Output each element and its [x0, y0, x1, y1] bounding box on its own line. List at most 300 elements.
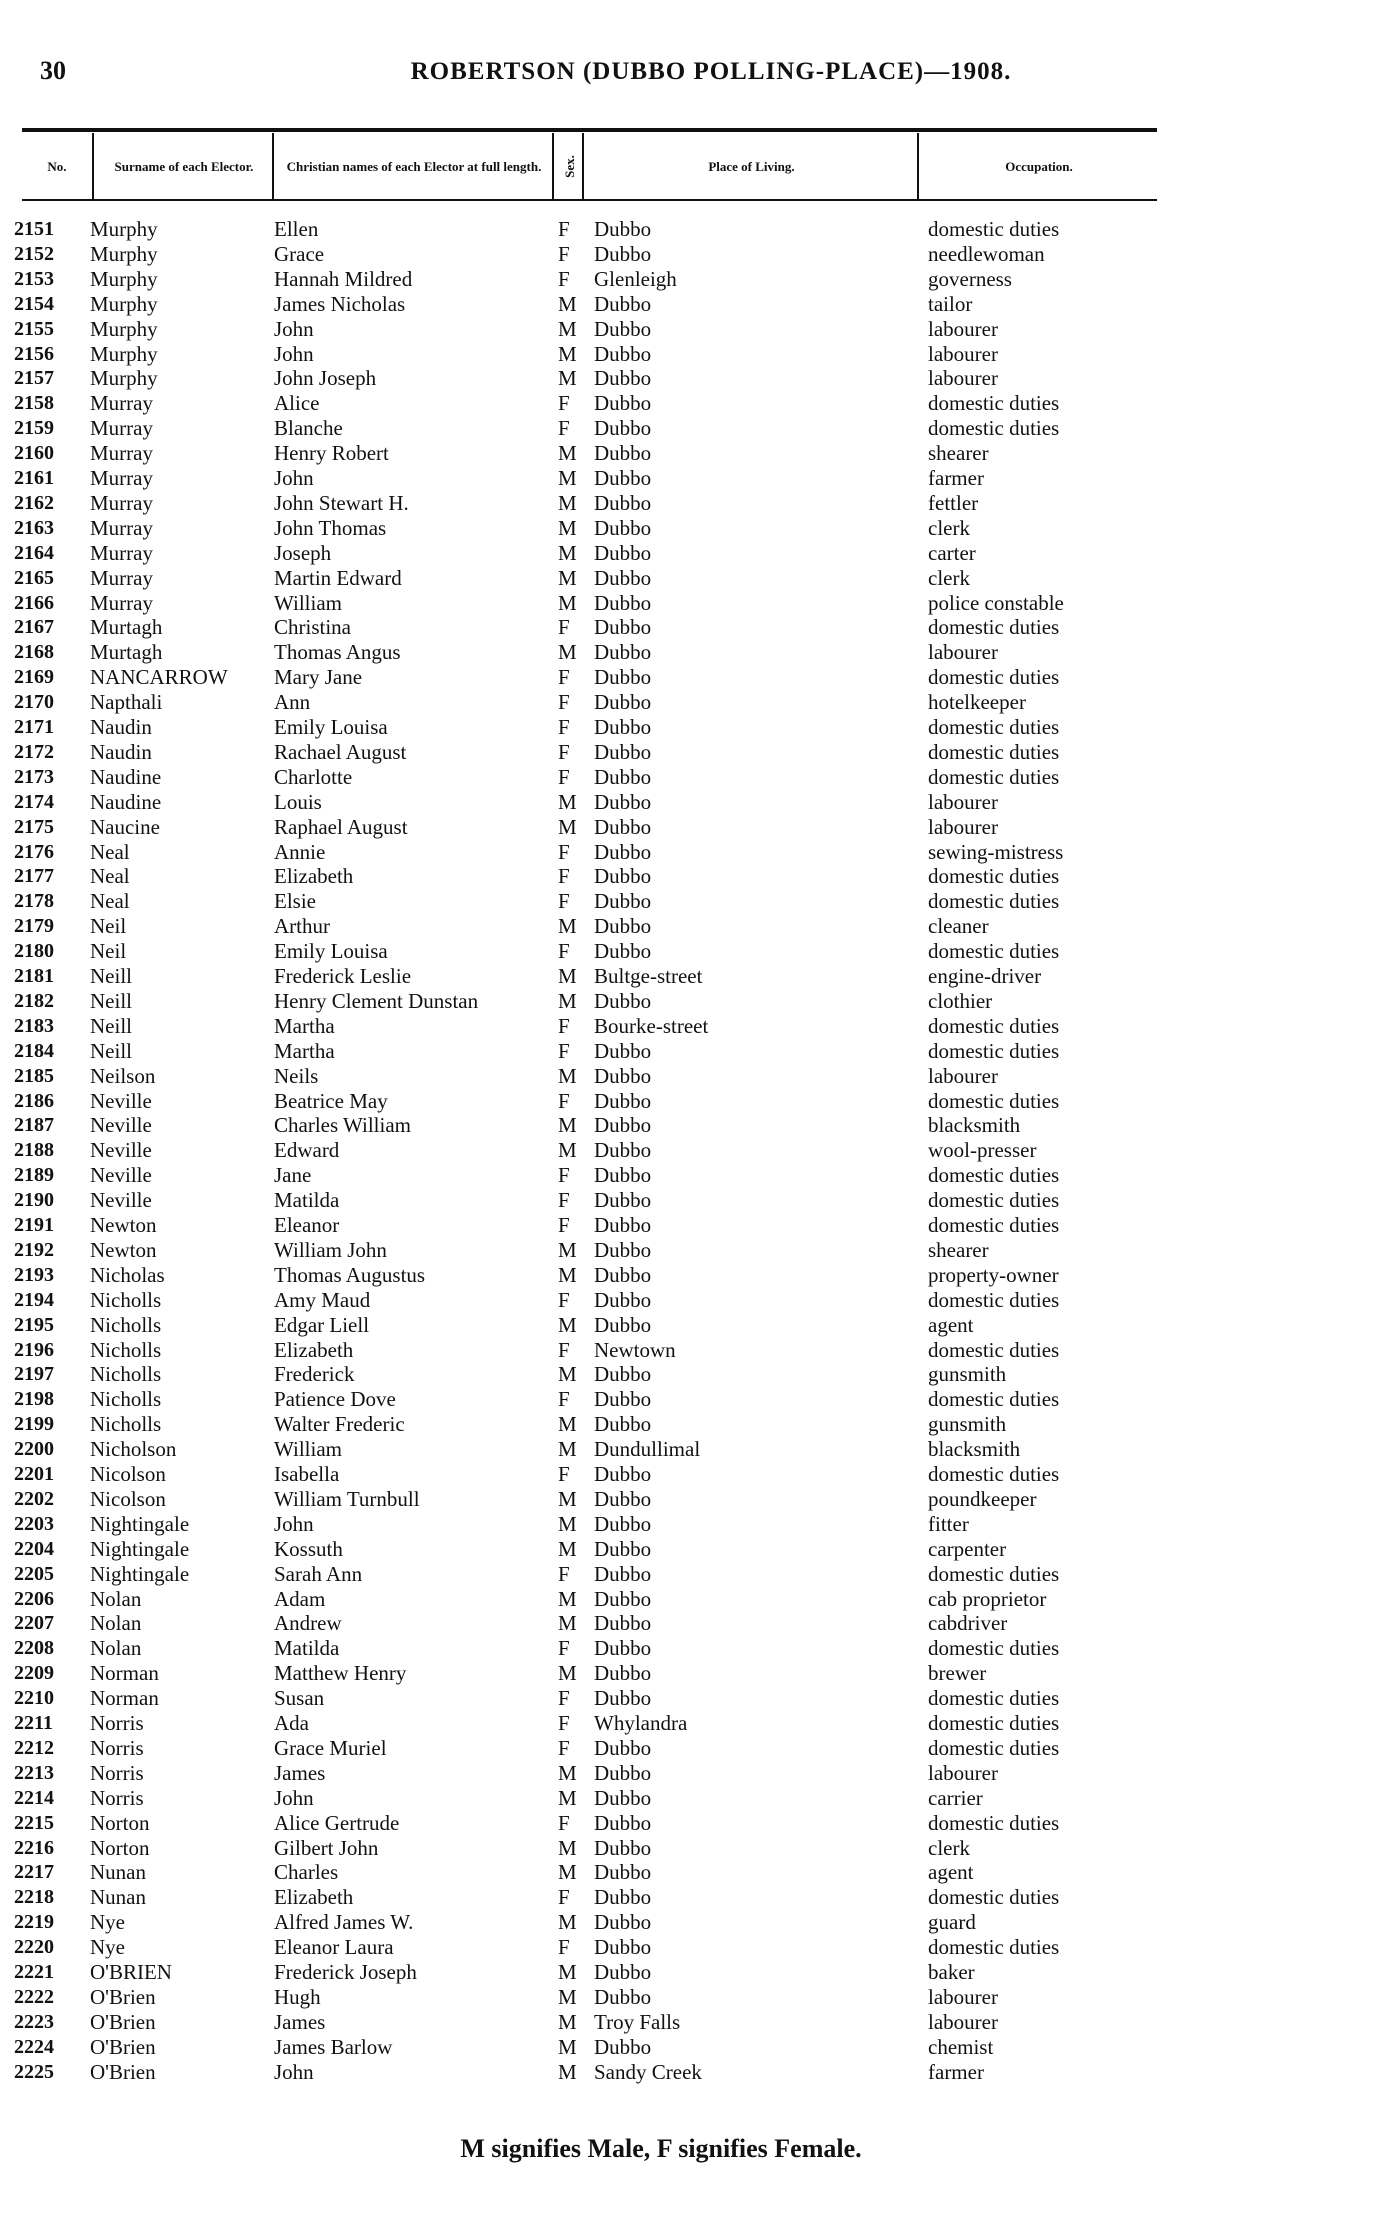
elector-occupation: domestic duties: [928, 764, 1060, 789]
elector-sex: M: [558, 1437, 577, 1462]
elector-place: Dubbo: [594, 1885, 652, 1910]
table-row: [0, 1387, 1382, 1412]
elector-number: 2222: [14, 1985, 54, 2008]
elector-surname: Murray: [90, 590, 153, 615]
elector-surname: Nolan: [90, 1611, 142, 1636]
elector-number: 2198: [14, 1388, 54, 1411]
elector-surname: Murphy: [90, 316, 158, 341]
elector-surname: Neil: [90, 914, 127, 939]
elector-place: Dubbo: [594, 416, 652, 441]
table-row: [0, 1437, 1382, 1462]
elector-occupation: cabdriver: [928, 1611, 1008, 1636]
elector-sex: M: [558, 466, 577, 490]
elector-number: 2183: [14, 1014, 54, 1037]
elector-place: Dubbo: [594, 341, 652, 366]
elector-surname: Nightingale: [90, 1561, 190, 1586]
elector-christian-names: Ann: [274, 690, 311, 715]
elector-christian-names: Beatrice May: [274, 1088, 388, 1113]
elector-place: Dubbo: [594, 1810, 652, 1835]
table-row: [0, 1487, 1382, 1512]
elector-surname: Neal: [90, 839, 130, 864]
elector-christian-names: Alice: [274, 391, 320, 416]
elector-occupation: agent: [928, 1860, 974, 1885]
table-row: [0, 1064, 1382, 1089]
elector-place: Bourke-street: [594, 1013, 709, 1038]
table-row: [0, 1238, 1382, 1263]
elector-place: Dubbo: [594, 366, 652, 391]
elector-place: Dubbo: [594, 1188, 652, 1213]
elector-christian-names: Frederick Leslie: [274, 964, 412, 988]
elector-occupation: clerk: [928, 565, 970, 590]
elector-sex: M: [558, 640, 577, 665]
elector-christian-names: John: [274, 1785, 314, 1810]
elector-number: 2200: [14, 1438, 54, 1461]
elector-occupation: labourer: [928, 640, 998, 665]
elector-number: 2158: [14, 392, 54, 415]
elector-christian-names: Emily Louisa: [274, 715, 388, 739]
elector-sex: M: [558, 1237, 577, 1262]
elector-number: 2162: [14, 491, 54, 514]
elector-surname: Murphy: [90, 341, 158, 366]
elector-place: Dubbo: [594, 1462, 652, 1486]
elector-christian-names: Arthur: [274, 914, 330, 939]
elector-place: Dubbo: [594, 1237, 652, 1262]
table-row: [0, 1138, 1382, 1163]
table-row: [0, 640, 1382, 665]
elector-place: Dubbo: [594, 690, 652, 715]
elector-christian-names: Matilda: [274, 1636, 340, 1661]
table-row: [0, 1163, 1382, 1188]
elector-surname: Nicolson: [90, 1486, 166, 1511]
elector-number: 2189: [14, 1164, 54, 1187]
elector-surname: O'Brien: [90, 2009, 156, 2034]
elector-christian-names: Susan: [274, 1686, 325, 1711]
elector-surname: Nolan: [90, 1586, 142, 1611]
elector-surname: Neville: [90, 1188, 152, 1213]
elector-occupation: labourer: [928, 316, 998, 341]
elector-occupation: domestic duties: [928, 1387, 1060, 1412]
elector-sex: F: [558, 1686, 570, 1711]
elector-sex: M: [558, 590, 577, 615]
elector-number: 2190: [14, 1189, 54, 1212]
elector-place: Dubbo: [594, 1113, 652, 1138]
table-row: [0, 939, 1382, 964]
elector-occupation: domestic duties: [928, 864, 1060, 889]
elector-place: Dubbo: [594, 1561, 652, 1586]
elector-surname: Norman: [90, 1686, 159, 1711]
elector-number: 2217: [14, 1861, 54, 1884]
elector-place: Dubbo: [594, 1486, 652, 1511]
elector-christian-names: Thomas Augustus: [274, 1262, 426, 1287]
elector-occupation: engine-driver: [928, 964, 1042, 988]
elector-sex: F: [558, 1935, 570, 1960]
elector-christian-names: William Turnbull: [274, 1486, 420, 1511]
elector-surname: Newton: [90, 1237, 157, 1262]
elector-occupation: gunsmith: [928, 1412, 1007, 1437]
elector-sex: M: [558, 964, 577, 988]
elector-sex: M: [558, 540, 577, 565]
elector-number: 2214: [14, 1786, 54, 1809]
elector-christian-names: John Thomas: [274, 515, 387, 540]
table-row: [0, 1338, 1382, 1363]
elector-sex: M: [558, 291, 577, 316]
column-header-no: No.: [47, 158, 67, 174]
table-row: [0, 391, 1382, 416]
elector-surname: Newton: [90, 1213, 157, 1237]
table-row: [0, 1014, 1382, 1039]
elector-number: 2199: [14, 1413, 54, 1436]
elector-number: 2154: [14, 292, 54, 315]
elector-sex: F: [558, 1711, 570, 1735]
elector-sex: M: [558, 316, 577, 341]
elector-sex: M: [558, 1113, 577, 1138]
elector-surname: Nunan: [90, 1860, 146, 1885]
elector-sex: M: [558, 1835, 577, 1860]
elector-place: Dubbo: [594, 1287, 652, 1312]
table-row: [0, 342, 1382, 367]
table-row: [0, 1860, 1382, 1885]
elector-sex: F: [558, 889, 570, 914]
elector-sex: M: [558, 515, 577, 540]
elector-number: 2209: [14, 1662, 54, 1685]
elector-christian-names: John: [274, 316, 314, 341]
elector-sex: M: [558, 1984, 577, 2009]
elector-christian-names: Amy Maud: [274, 1287, 371, 1312]
elector-place: Dubbo: [594, 291, 652, 316]
table-row: [0, 541, 1382, 566]
table-row: [0, 217, 1382, 242]
column-header-occupation: Occupation.: [917, 133, 1159, 199]
elector-sex: F: [558, 1387, 570, 1412]
elector-occupation: domestic duties: [928, 1038, 1060, 1063]
elector-place: Dubbo: [594, 1536, 652, 1561]
elector-place: Dubbo: [594, 715, 652, 739]
elector-surname: Napthali: [90, 690, 163, 715]
elector-number: 2216: [14, 1836, 54, 1859]
elector-surname: Nightingale: [90, 1536, 190, 1561]
elector-sex: M: [558, 1661, 577, 1686]
elector-surname: Neill: [90, 1013, 132, 1038]
elector-christian-names: Elizabeth: [274, 1885, 354, 1910]
elector-sex: M: [558, 2034, 577, 2059]
elector-number: 2210: [14, 1687, 54, 1710]
elector-sex: M: [558, 789, 577, 814]
elector-christian-names: John: [274, 1511, 314, 1536]
elector-christian-names: James: [274, 1760, 326, 1785]
elector-surname: Neil: [90, 939, 127, 964]
elector-sex: F: [558, 665, 570, 690]
elector-number: 2161: [14, 467, 54, 489]
table-row: [0, 840, 1382, 865]
elector-sex: F: [558, 266, 570, 291]
elector-occupation: domestic duties: [928, 1013, 1060, 1038]
elector-number: 2212: [14, 1736, 54, 1759]
elector-christian-names: William: [274, 1437, 342, 1462]
elector-surname: Neville: [90, 1138, 152, 1163]
elector-number: 2202: [14, 1487, 54, 1510]
elector-number: 2221: [14, 1961, 54, 1983]
elector-sex: F: [558, 1636, 570, 1661]
elector-christian-names: Ada: [274, 1711, 309, 1735]
elector-occupation: domestic duties: [928, 665, 1060, 690]
elector-occupation: domestic duties: [928, 1462, 1060, 1486]
elector-sex: M: [558, 1511, 577, 1536]
table-row: [0, 1836, 1382, 1861]
elector-christian-names: Jane: [274, 1163, 312, 1188]
elector-number: 2223: [14, 2010, 54, 2033]
elector-surname: Neville: [90, 1163, 152, 1188]
elector-place: Dubbo: [594, 316, 652, 341]
elector-occupation: needlewoman: [928, 241, 1045, 266]
elector-number: 2208: [14, 1637, 54, 1660]
elector-place: Dubbo: [594, 391, 652, 416]
elector-sex: F: [558, 1735, 570, 1760]
elector-surname: Neill: [90, 1038, 132, 1063]
table-row: [0, 715, 1382, 740]
elector-surname: Nicholls: [90, 1362, 162, 1387]
elector-occupation: fitter: [928, 1511, 969, 1536]
elector-christian-names: Elsie: [274, 889, 316, 914]
elector-place: Dubbo: [594, 1935, 652, 1960]
elector-number: 2171: [14, 716, 54, 738]
elector-surname: Naucine: [90, 814, 160, 839]
elector-number: 2151: [14, 218, 54, 240]
elector-sex: F: [558, 1885, 570, 1910]
elector-sex: F: [558, 391, 570, 416]
elector-place: Dubbo: [594, 1038, 652, 1063]
elector-sex: F: [558, 839, 570, 864]
column-header-surname: Surname of each Elector.: [92, 133, 274, 199]
elector-occupation: fettler: [928, 490, 979, 515]
elector-place: Dubbo: [594, 640, 652, 665]
elector-surname: Murphy: [90, 366, 158, 391]
elector-surname: Naudin: [90, 715, 152, 739]
table-row: [0, 292, 1382, 317]
elector-place: Dubbo: [594, 814, 652, 839]
elector-surname: Norton: [90, 1810, 150, 1835]
table-row: [0, 1661, 1382, 1686]
elector-occupation: carrier: [928, 1785, 983, 1810]
elector-christian-names: Elizabeth: [274, 864, 354, 889]
elector-number: 2204: [14, 1537, 54, 1560]
elector-surname: Norman: [90, 1661, 159, 1686]
elector-number: 2180: [14, 940, 54, 963]
elector-occupation: governess: [928, 266, 1012, 291]
elector-surname: Nicholls: [90, 1287, 162, 1312]
elector-number: 2185: [14, 1064, 54, 1087]
elector-occupation: blacksmith: [928, 1437, 1021, 1462]
elector-sex: F: [558, 1038, 570, 1063]
elector-number: 2215: [14, 1811, 54, 1834]
column-header-sex-label: Sex.: [561, 154, 577, 178]
elector-christian-names: Patience Dove: [274, 1387, 396, 1412]
elector-occupation: wool-presser: [928, 1138, 1037, 1163]
elector-occupation: domestic duties: [928, 1188, 1060, 1213]
elector-surname: Nunan: [90, 1885, 146, 1910]
elector-sex: F: [558, 939, 570, 964]
elector-christian-names: Alice Gertrude: [274, 1810, 400, 1835]
elector-christian-names: Henry Clement Dunstan: [274, 988, 479, 1013]
table-row: [0, 1512, 1382, 1537]
elector-surname: Murray: [90, 416, 153, 441]
elector-place: Dubbo: [594, 1586, 652, 1611]
elector-number: 2219: [14, 1911, 54, 1934]
table-row: [0, 1910, 1382, 1935]
elector-sex: M: [558, 1960, 577, 1984]
elector-surname: Norris: [90, 1735, 144, 1760]
elector-surname: Neill: [90, 988, 132, 1013]
elector-place: Dubbo: [594, 1686, 652, 1711]
elector-sex: F: [558, 217, 570, 241]
elector-surname: Nye: [90, 1935, 125, 1960]
elector-sex: F: [558, 615, 570, 640]
elector-christian-names: Alfred James W.: [274, 1910, 414, 1935]
elector-number: 2157: [14, 367, 54, 390]
elector-occupation: labourer: [928, 789, 998, 814]
table-row: [0, 914, 1382, 939]
elector-number: 2218: [14, 1886, 54, 1909]
elector-sex: M: [558, 1536, 577, 1561]
elector-christian-names: Henry Robert: [274, 441, 389, 466]
elector-surname: Murphy: [90, 266, 158, 291]
elector-occupation: shearer: [928, 441, 989, 466]
elector-surname: O'Brien: [90, 2059, 156, 2084]
elector-christian-names: Christina: [274, 615, 351, 640]
table-row: [0, 1985, 1382, 2010]
elector-occupation: domestic duties: [928, 217, 1060, 241]
elector-occupation: domestic duties: [928, 1935, 1060, 1960]
elector-christian-names: Eleanor: [274, 1213, 340, 1237]
elector-occupation: carpenter: [928, 1536, 1007, 1561]
elector-place: Dubbo: [594, 1984, 652, 2009]
elector-surname: Nicholas: [90, 1262, 165, 1287]
elector-surname: Naudin: [90, 739, 152, 764]
elector-number: 2156: [14, 342, 54, 365]
elector-surname: Nolan: [90, 1636, 142, 1661]
table-row: [0, 615, 1382, 640]
elector-place: Dubbo: [594, 615, 652, 640]
elector-occupation: domestic duties: [928, 615, 1060, 640]
elector-number: 2205: [14, 1562, 54, 1585]
elector-number: 2163: [14, 516, 54, 539]
table-row: [0, 740, 1382, 765]
elector-occupation: domestic duties: [928, 889, 1060, 914]
elector-sex: M: [558, 814, 577, 839]
elector-occupation: poundkeeper: [928, 1486, 1037, 1511]
elector-christian-names: Blanche: [274, 416, 343, 441]
elector-number: 2220: [14, 1936, 54, 1959]
table-row: [0, 964, 1382, 989]
table-row: [0, 864, 1382, 889]
elector-occupation: brewer: [928, 1661, 987, 1686]
elector-number: 2153: [14, 267, 54, 290]
elector-number: 2167: [14, 616, 54, 639]
elector-place: Newtown: [594, 1337, 676, 1362]
elector-sex: M: [558, 2059, 577, 2084]
elector-surname: Norris: [90, 1785, 144, 1810]
table-row: [0, 591, 1382, 616]
table-row: [0, 1885, 1382, 1910]
elector-number: 2184: [14, 1039, 54, 1062]
elector-christian-names: Hugh: [274, 1984, 321, 2009]
table-row: [0, 765, 1382, 790]
elector-place: Dubbo: [594, 1860, 652, 1885]
elector-sex: M: [558, 2009, 577, 2034]
elector-occupation: chemist: [928, 2034, 994, 2059]
table-row: [0, 1686, 1382, 1711]
elector-number: 2206: [14, 1587, 54, 1610]
elector-number: 2191: [14, 1214, 54, 1236]
elector-surname: Norris: [90, 1760, 144, 1785]
elector-christian-names: Gilbert John: [274, 1835, 379, 1860]
elector-place: Dubbo: [594, 490, 652, 515]
elector-occupation: farmer: [928, 2059, 984, 2084]
elector-occupation: agent: [928, 1312, 974, 1337]
elector-sex: F: [558, 1462, 570, 1486]
elector-christian-names: Raphael August: [274, 814, 408, 839]
elector-surname: Naudine: [90, 789, 162, 814]
elector-surname: Nightingale: [90, 1511, 190, 1536]
elector-number: 2164: [14, 541, 54, 564]
elector-number: 2182: [14, 989, 54, 1012]
elector-christian-names: James Nicholas: [274, 291, 406, 316]
table-row: [0, 1587, 1382, 1612]
elector-sex: F: [558, 715, 570, 739]
table-row: [0, 1562, 1382, 1587]
elector-occupation: carter: [928, 540, 976, 565]
elector-sex: M: [558, 914, 577, 939]
elector-number: 2169: [14, 666, 54, 689]
elector-occupation: property-owner: [928, 1262, 1059, 1287]
elector-number: 2174: [14, 790, 54, 813]
elector-place: Dubbo: [594, 789, 652, 814]
table-row: [0, 1263, 1382, 1288]
header-top-rule: [22, 128, 1157, 132]
elector-surname: Nicholson: [90, 1437, 177, 1462]
elector-number: 2159: [14, 417, 54, 440]
elector-surname: Murphy: [90, 241, 158, 266]
elector-place: Dubbo: [594, 466, 652, 490]
elector-place: Dubbo: [594, 1661, 652, 1686]
elector-sex: M: [558, 366, 577, 391]
elector-number: 2203: [14, 1512, 54, 1535]
elector-christian-names: Andrew: [274, 1611, 342, 1636]
elector-christian-names: Edward: [274, 1138, 340, 1163]
elector-place: Dundullimal: [594, 1437, 701, 1462]
elector-place: Dubbo: [594, 1088, 652, 1113]
elector-christian-names: William John: [274, 1237, 387, 1262]
page-number: 30: [40, 56, 66, 85]
elector-place: Dubbo: [594, 914, 652, 939]
table-row: [0, 267, 1382, 292]
elector-sex: M: [558, 565, 577, 590]
elector-number: 2197: [14, 1363, 54, 1386]
elector-place: Dubbo: [594, 1387, 652, 1412]
page-title: ROBERTSON (DUBBO POLLING-PLACE)—1908.: [410, 58, 1012, 85]
elector-sex: F: [558, 864, 570, 889]
table-row: [0, 1213, 1382, 1238]
elector-sex: F: [558, 1337, 570, 1362]
elector-sex: M: [558, 1312, 577, 1337]
elector-place: Dubbo: [594, 839, 652, 864]
table-row: [0, 1811, 1382, 1836]
elector-place: Glenleigh: [594, 266, 677, 291]
elector-sex: M: [558, 988, 577, 1013]
elector-occupation: shearer: [928, 1237, 989, 1262]
elector-number: 2192: [14, 1238, 54, 1261]
elector-place: Dubbo: [594, 1063, 652, 1088]
elector-number: 2207: [14, 1612, 54, 1635]
